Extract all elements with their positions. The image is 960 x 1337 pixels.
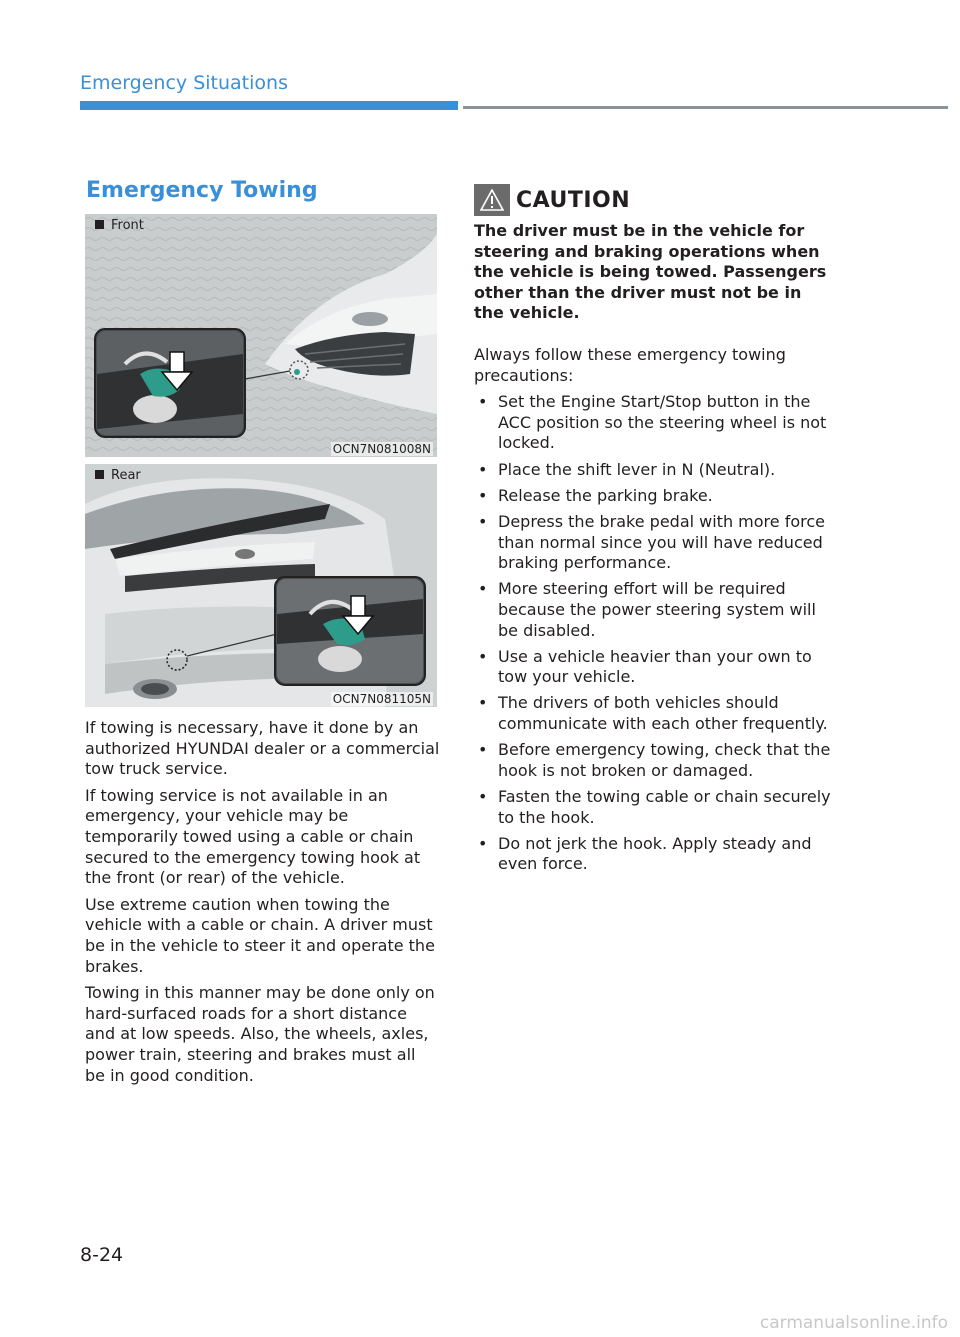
list-item: • Use a vehicle heavier than your own to tow your vehicle. <box>474 647 836 688</box>
precautions-list <box>474 392 836 875</box>
precautions-section <box>474 345 836 881</box>
caution-title: CAUTION <box>516 187 631 213</box>
caution-header <box>474 183 834 217</box>
section-title: Emergency Towing <box>86 178 318 203</box>
list-item: • Fasten the towing cable or chain securely to the hook. <box>474 787 836 828</box>
paragraph: Use extreme caution when towing the vehicle with a cable or chain. A driver must be in the vehicle to steer it and operate the brakes. <box>85 894 435 976</box>
figure-front-code: OCN7N081008N <box>332 442 431 456</box>
list-item: • Depress the brake pedal with more force than normal since you will have reduced braking performance. <box>474 512 836 574</box>
caution-text: The driver must be in the vehicle for steering and braking operations when the vehicle is being towed. Passengers other than the driver must not be in the vehicle. <box>474 221 827 323</box>
watermark: carmanualsonline.info <box>759 1313 948 1333</box>
list-item: • Release the parking brake. <box>474 486 836 507</box>
caution-box <box>474 183 834 324</box>
car-front-illustration <box>85 214 437 457</box>
paragraph: If towing service is not available in an emergency, your vehicle may be temporarily towed using a cable or chain secured to the emergency towing hook at the front (or rear) of the vehicle. <box>85 785 421 888</box>
list-item: • Do not jerk the hook. Apply steady and even force. <box>474 834 836 875</box>
list-item: • Place the shift lever in N (Neutral). <box>474 460 836 481</box>
car-rear-illustration <box>85 464 437 707</box>
figure-front-label: Front <box>95 218 144 233</box>
figure-rear-label: Rear <box>95 468 141 483</box>
warning-triangle-icon <box>474 184 510 216</box>
left-body <box>85 718 440 1092</box>
list-item: • Set the Engine Start/Stop button in the ACC position so the steering wheel is not locked. <box>474 392 836 454</box>
figure-front <box>85 214 437 457</box>
page-number: 8-24 <box>80 1244 124 1266</box>
figure-rear-code: OCN7N081105N <box>332 692 431 706</box>
list-item: • Before emergency towing, check that the hook is not broken or damaged. <box>474 740 836 781</box>
paragraph: Towing in this manner may be done only on hard-surfaced roads for a short distance and at low speeds. Also, the wheels, axles, power train, steering and brakes must all be in good condition. <box>85 983 435 1085</box>
figure-rear <box>85 464 437 707</box>
list-item: • The drivers of both vehicles should communicate with each other frequently. <box>474 693 836 734</box>
header-accent-bar <box>80 101 458 110</box>
list-item: • More steering effort will be required because the power steering system will be disabled. <box>474 579 836 641</box>
header-rule <box>463 106 948 109</box>
paragraph: If towing is necessary, have it done by an authorized HYUNDAI dealer or a commercial tow truck service. <box>85 718 440 779</box>
header-section-title: Emergency Situations <box>80 72 288 94</box>
precautions-intro: Always follow these emergency towing precautions: <box>474 345 786 385</box>
